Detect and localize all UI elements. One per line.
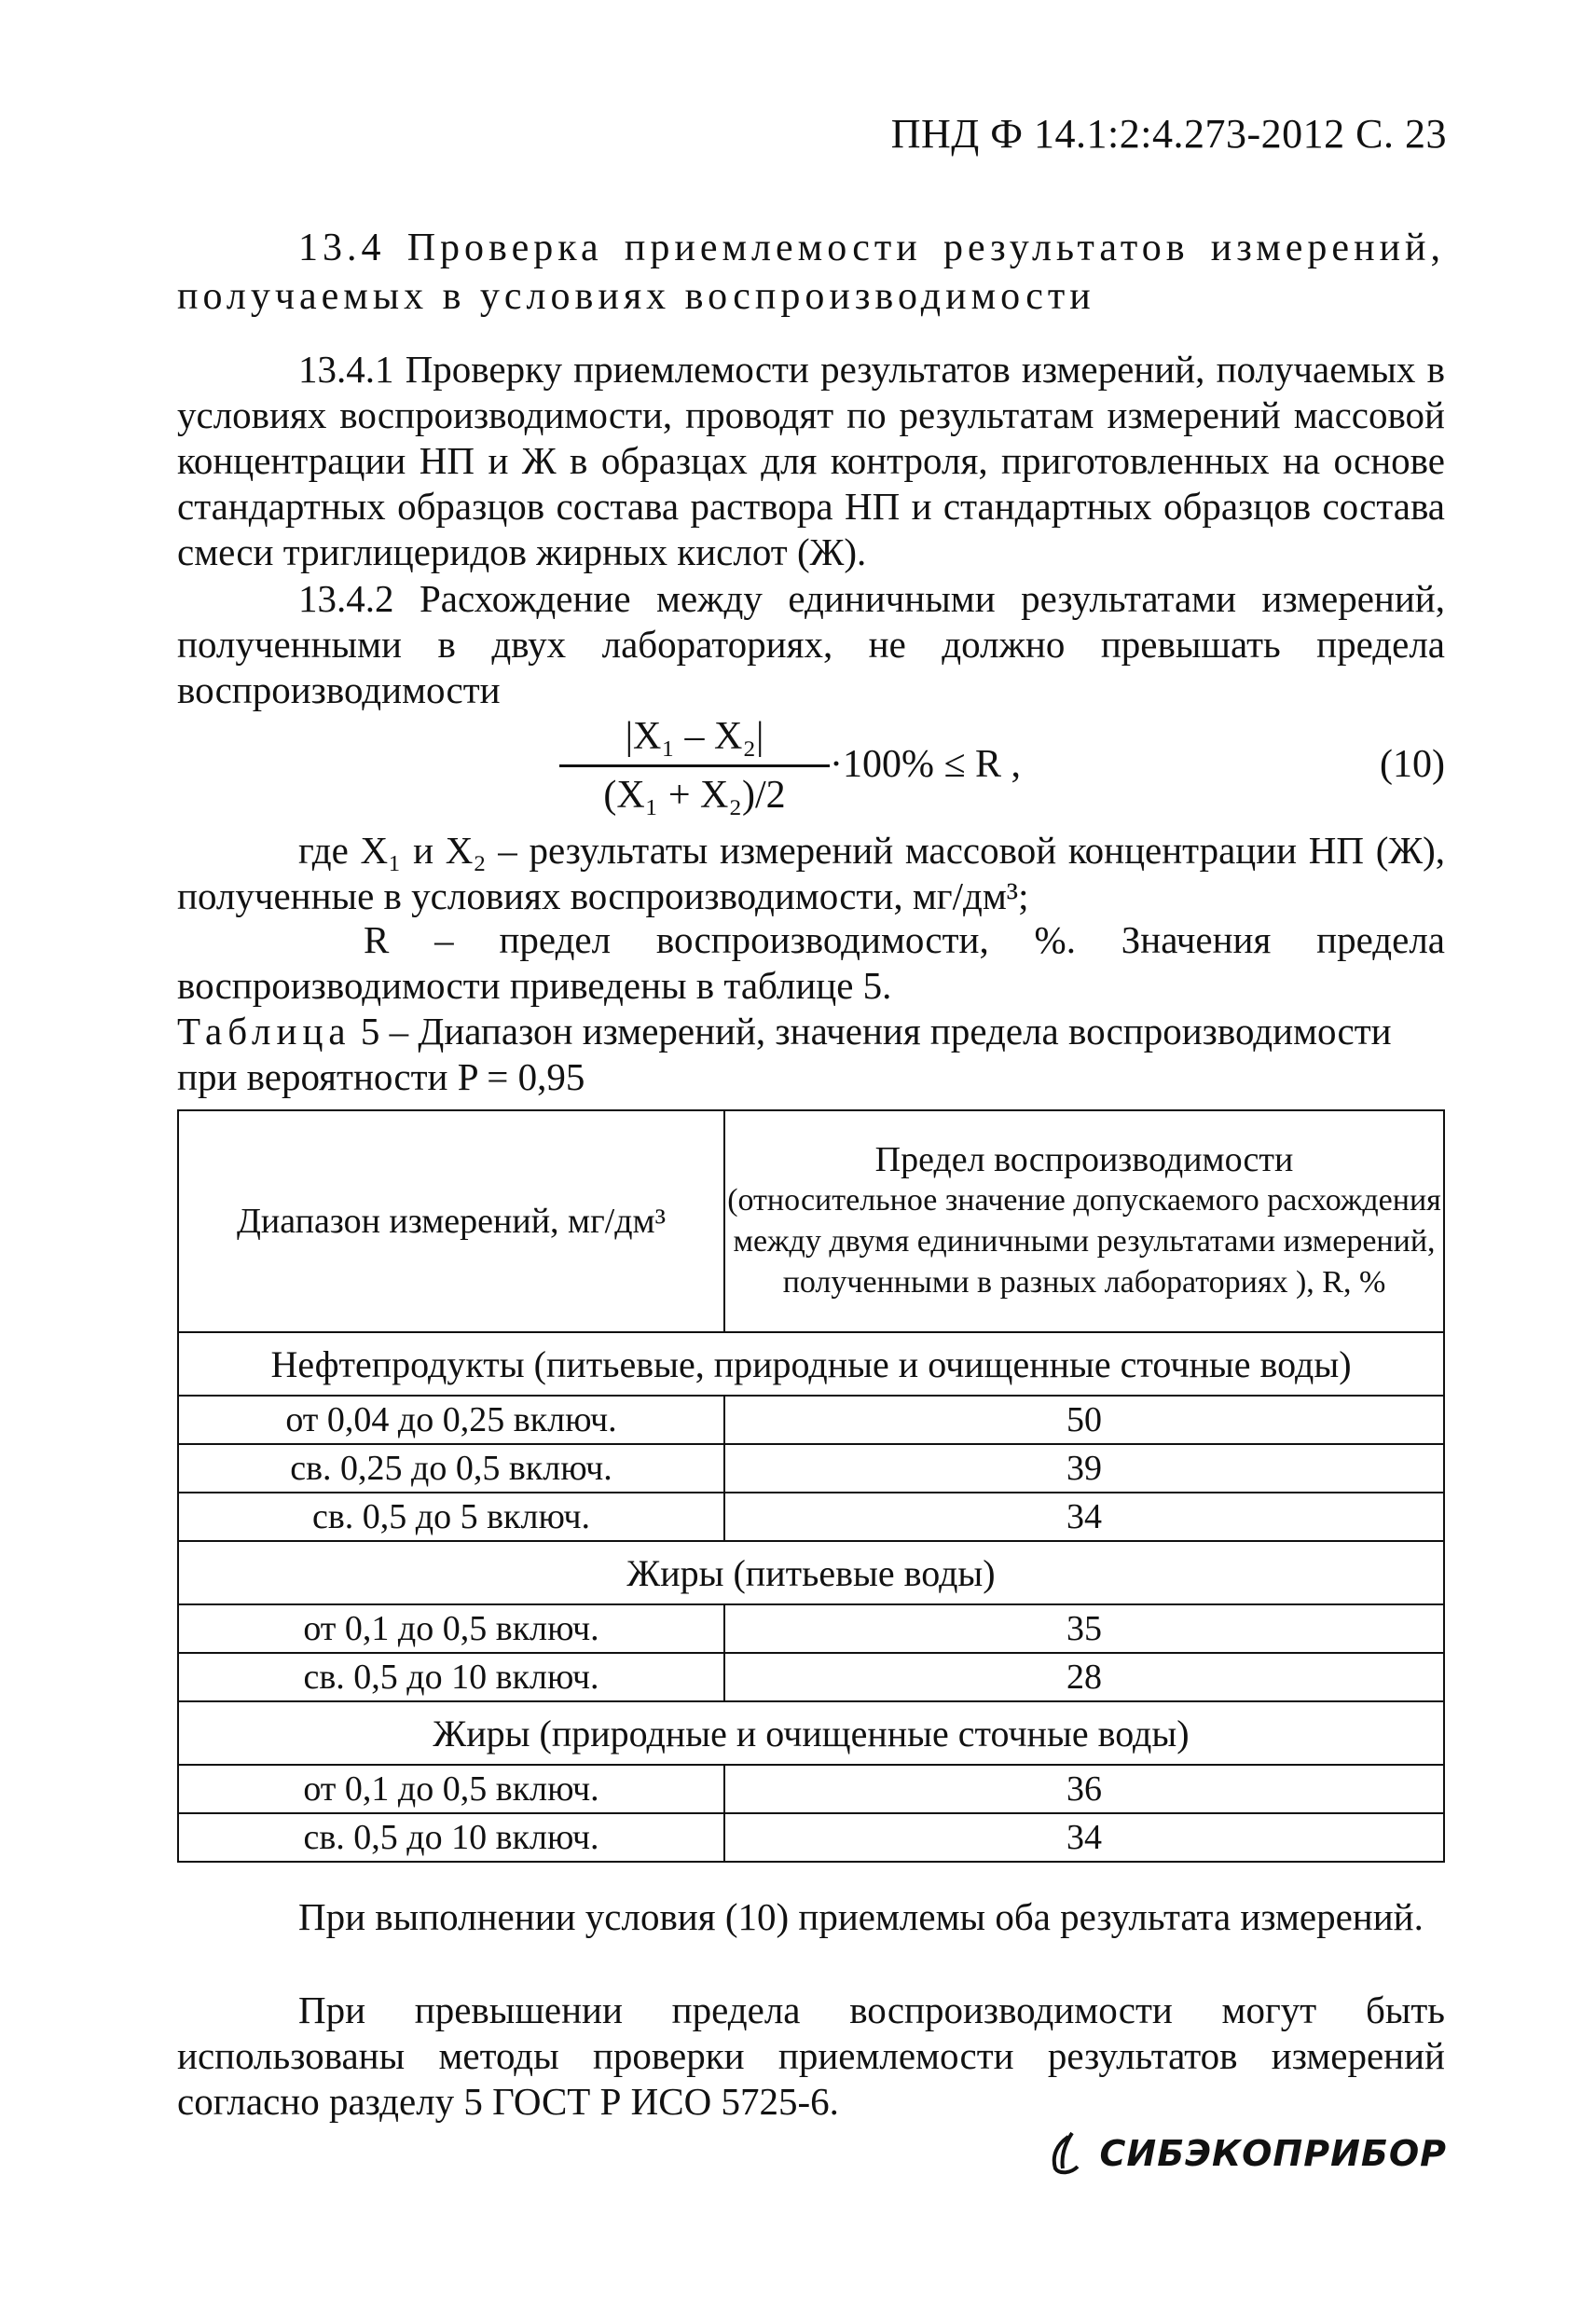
paragraph-exceed: При превышении предела воспроизводимости могут быть использованы методы проверки приемлемости результатов измерений согласно разделу 5 ГОСТ Р ИСО 5725-6. — [177, 1989, 1445, 2123]
range-cell: от 0,1 до 0,5 включ. — [178, 1604, 724, 1653]
range-cell: св. 0,5 до 10 включ. — [178, 1653, 724, 1701]
value-cell: 34 — [724, 1493, 1444, 1541]
table-row — [178, 1396, 1444, 1444]
col2-header — [724, 1110, 1444, 1332]
table-caption-word: Таблица — [177, 1010, 351, 1053]
formula-fraction — [559, 710, 830, 821]
range-cell: св. 0,25 до 0,5 включ. — [178, 1444, 724, 1493]
table-group-row — [178, 1332, 1444, 1396]
table-header-row — [178, 1110, 1444, 1332]
paragraph-13-4-2: 13.4.2 Расхождение между единичными результатами измерений, полученными в двух лабораториях, не должно превышать предела воспроизводимости — [177, 577, 1445, 711]
formula-numerator: |X₁ – X₂| — [625, 715, 764, 758]
formula-tail: ·100% ≤ R , — [830, 743, 1022, 786]
table-row — [178, 1444, 1444, 1493]
range-cell: св. 0,5 до 5 включ. — [178, 1493, 724, 1541]
value-cell: 36 — [724, 1765, 1444, 1813]
range-cell: от 0,1 до 0,5 включ. — [178, 1765, 724, 1813]
formula-10 — [559, 710, 1445, 822]
group-title: Жиры (питьевые воды) — [178, 1541, 1444, 1604]
logo-mark-icon — [1044, 2131, 1093, 2176]
table-caption — [177, 1009, 1445, 1100]
group-title: Жиры (природные и очищенные сточные воды) — [178, 1701, 1444, 1765]
publisher-logo — [1044, 2131, 1447, 2176]
logo-text: СИБЭКОПРИБОР — [1099, 2133, 1447, 2174]
section-heading-line1: 13.4 Проверка приемлемости результатов измерений, — [298, 227, 1445, 269]
table-caption-rest: 5 – Диапазон измерений, значения предела воспроизводимости при вероятности P = 0,95 — [177, 1010, 1392, 1098]
col2-header-title: Предел воспроизводимости — [874, 1140, 1294, 1179]
table-row — [178, 1765, 1444, 1813]
table-row — [178, 1653, 1444, 1701]
page-header: ПНД Ф 14.1:2:4.273-2012 С. 23 — [890, 111, 1447, 157]
value-cell: 39 — [724, 1444, 1444, 1493]
col1-header: Диапазон измерений, мг/дм³ — [178, 1110, 724, 1332]
range-cell: от 0,04 до 0,25 включ. — [178, 1396, 724, 1444]
paragraph-condition: При выполнении условия (10) приемлемы оба результата измерений. — [298, 1895, 1424, 1938]
reproducibility-table — [177, 1109, 1445, 1863]
formula-denominator: (X₁ + X₂)/2 — [603, 774, 786, 817]
section-heading — [177, 224, 1445, 321]
col2-header-detail: (относительное значение допускаемого расхождения между двумя единичными результатами измерений, полученными в разных лабораториях ), R, % — [727, 1183, 1441, 1300]
value-cell: 50 — [724, 1396, 1444, 1444]
paragraph-where: где X₁ и X₂ – результаты измерений массовой концентрации НП (Ж), полученные в условиях воспроизводимости, мг/дм³; — [177, 829, 1445, 917]
range-cell: св. 0,5 до 10 включ. — [178, 1813, 724, 1862]
table-group-row — [178, 1541, 1444, 1604]
group-title: Нефтепродукты (питьевые, природные и очищенные сточные воды) — [178, 1332, 1444, 1396]
formula-number: (10) — [1380, 743, 1445, 786]
paragraph-r-definition: R – предел воспроизводимости, %. Значения предела воспроизводимости приведены в таблице 5. — [177, 918, 1445, 1007]
value-cell: 35 — [724, 1604, 1444, 1653]
table-group-row — [178, 1701, 1444, 1765]
table-row — [178, 1493, 1444, 1541]
paragraph-13-4-1: 13.4.1 Проверку приемлемости результатов измерений, получаемых в условиях воспроизводимости, проводят по результатам измерений массовой концентрации НП и Ж в образцах для контроля, приготовленных на основе стандартных образцов состава раствора НП и стандартных образцов состава смеси триглицеридов жирных кислот (Ж). — [177, 348, 1445, 573]
value-cell: 34 — [724, 1813, 1444, 1862]
section-heading-line2: получаемых в условиях воспроизводимости — [177, 275, 1095, 318]
table-row — [178, 1813, 1444, 1862]
fraction-bar — [559, 764, 830, 767]
table-row — [178, 1604, 1444, 1653]
value-cell: 28 — [724, 1653, 1444, 1701]
